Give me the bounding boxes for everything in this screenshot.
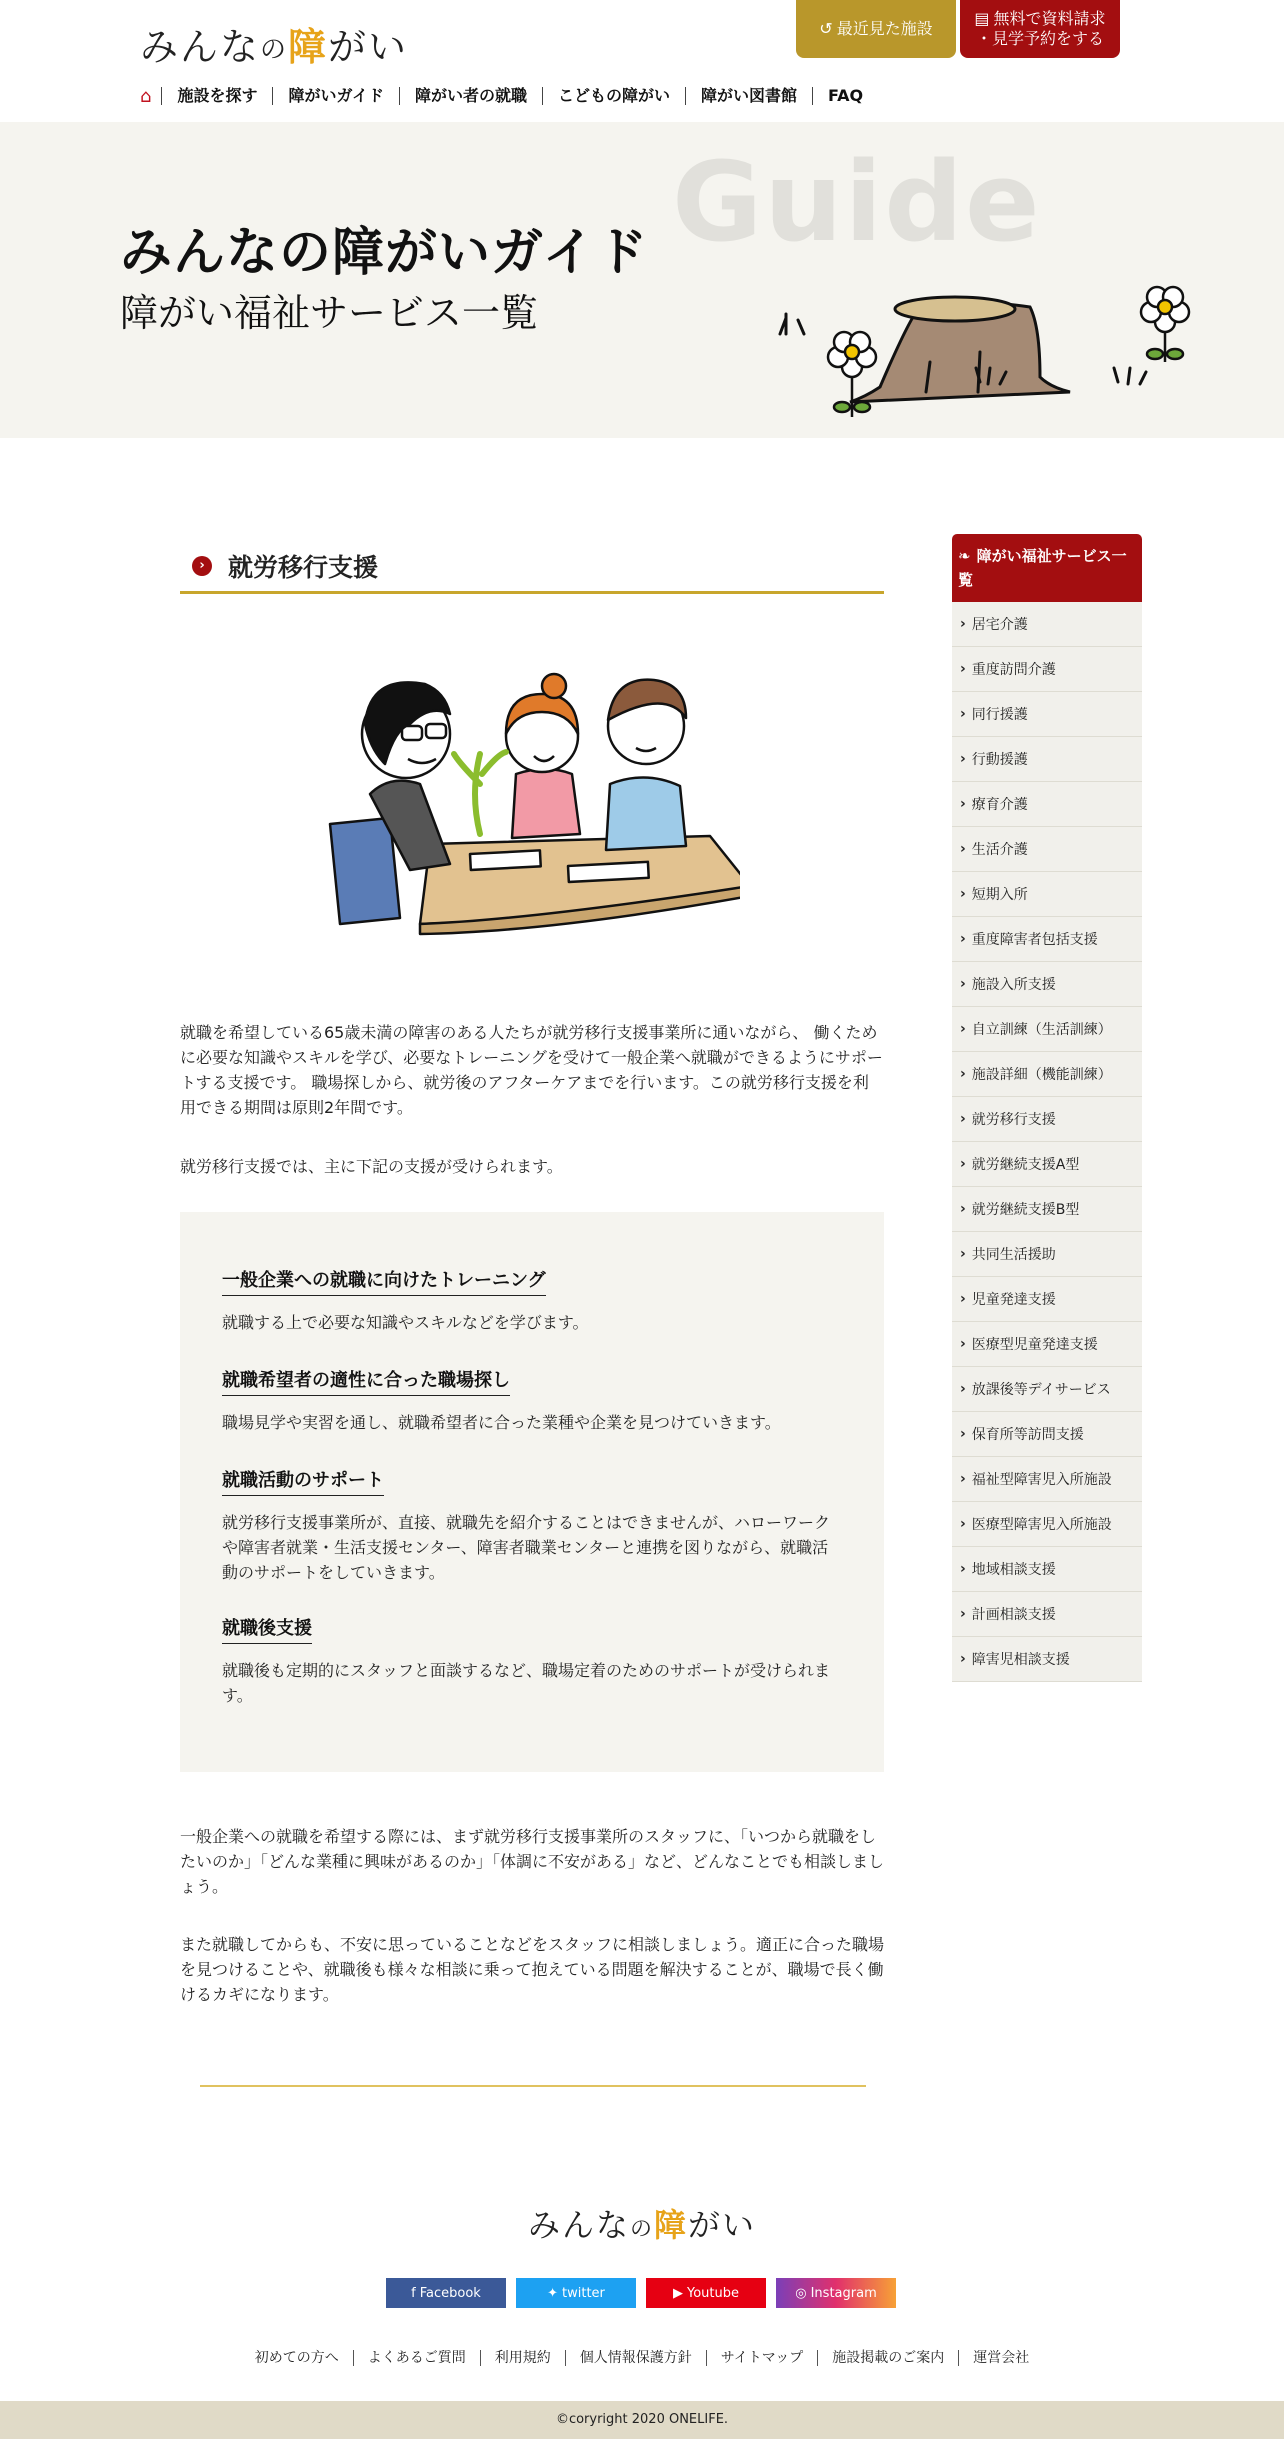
twitter-label: twitter <box>562 2285 605 2301</box>
leaf-icon: ❧ <box>958 547 971 565</box>
sidebar-title-text: 障がい福祉サービス一覧 <box>958 547 1127 589</box>
chevron-right-icon: › <box>960 1111 966 1127</box>
sidebar-item-label: 計画相談支援 <box>971 1607 1056 1623</box>
nav-item-library[interactable]: 障がい図書館 <box>685 87 812 105</box>
logo-text-sho: 障 <box>288 25 329 69</box>
request-label-1: 無料で資料請求 <box>993 9 1106 28</box>
chevron-right-icon: › <box>960 706 966 722</box>
sidebar-item-label: 地域相談支援 <box>971 1562 1056 1578</box>
sidebar-item[interactable] <box>952 917 1142 962</box>
sidebar-item-label: 自立訓練（生活訓練） <box>971 1022 1112 1038</box>
sidebar-item[interactable] <box>952 1412 1142 1457</box>
sidebar-item[interactable] <box>952 1592 1142 1637</box>
chevron-circle-icon: › <box>192 556 212 576</box>
sidebar-item[interactable] <box>952 1097 1142 1142</box>
chevron-right-icon: › <box>960 751 966 767</box>
facebook-icon: f <box>411 2285 416 2301</box>
after-employment-paragraph: また就職してからも、不安に思っていることなどをスタッフに相談しましょう。適正に合った職場を見つけることや、就職後も様々な相談に乗って抱えている問題を解決することが、職場で長く働けるカギになります。 <box>180 1935 885 2004</box>
tree-stump-illustration <box>760 242 1200 432</box>
sidebar-item-label: 療育介護 <box>971 797 1028 813</box>
chevron-right-icon: › <box>960 1291 966 1307</box>
support-lead-paragraph: 就労移行支援では、主に下記の支援が受けられます。 <box>180 1157 563 1176</box>
chevron-right-icon: › <box>960 886 966 902</box>
chevron-right-icon: › <box>960 1021 966 1037</box>
footer-logo-text-no: の <box>630 2217 655 2242</box>
sidebar-item[interactable] <box>952 1052 1142 1097</box>
consult-paragraph: 一般企業への就職を希望する際には、まず就労移行支援事業所のスタッフに、「いつから就職をしたいのか」「どんな業種に興味があるのか」「体調に不安がある」など、どんなことでも相談しましょう。 <box>180 1827 885 1896</box>
sidebar-item[interactable] <box>952 1187 1142 1232</box>
sidebar-item[interactable] <box>952 1142 1142 1187</box>
sidebar-item-label: 福祉型障害児入所施設 <box>971 1472 1112 1488</box>
sidebar-item-label: 生活介護 <box>971 842 1028 858</box>
support-item-title: 就職希望者の適性に合った職場探し <box>222 1366 510 1396</box>
chevron-right-icon: › <box>960 1246 966 1262</box>
recent-facilities-button[interactable] <box>796 0 956 58</box>
sidebar-item-label: 施設入所支援 <box>971 977 1056 993</box>
footer-links <box>0 2350 1284 2366</box>
support-item-title: 就職後支援 <box>222 1614 312 1644</box>
instagram-button[interactable] <box>776 2278 896 2308</box>
sidebar-item[interactable] <box>952 1322 1142 1367</box>
flower-right <box>1141 287 1189 362</box>
support-item-title: 一般企業への就職に向けたトレーニング <box>222 1266 546 1296</box>
chevron-right-icon: › <box>960 1606 966 1622</box>
chevron-right-icon: › <box>960 1471 966 1487</box>
home-icon[interactable]: ⌂ <box>140 85 152 107</box>
sidebar-item-label: 重度訪問介護 <box>971 662 1056 678</box>
chevron-right-icon: › <box>960 796 966 812</box>
sidebar-item-label: 同行援護 <box>971 707 1028 723</box>
request-materials-button[interactable] <box>960 0 1120 58</box>
chevron-right-icon: › <box>960 1156 966 1172</box>
sidebar-item[interactable] <box>952 962 1142 1007</box>
chevron-right-icon: › <box>960 1201 966 1217</box>
sidebar-item-label: 保育所等訪問支援 <box>971 1427 1084 1443</box>
instagram-label: Instagram <box>810 2285 877 2301</box>
youtube-label: Youtube <box>687 2285 739 2301</box>
nav-item-employment[interactable]: 障がい者の就職 <box>399 87 542 105</box>
footer-link[interactable]: 個人情報保護方針 <box>565 2350 706 2366</box>
chevron-right-icon: › <box>960 661 966 677</box>
chevron-right-icon: › <box>960 841 966 857</box>
sidebar-item[interactable] <box>952 827 1142 872</box>
article-heading-text: 就労移行支援 <box>228 553 379 582</box>
site-logo[interactable] <box>140 16 408 71</box>
main-nav <box>140 86 878 106</box>
sidebar-item[interactable] <box>952 1457 1142 1502</box>
footer-logo-text-post: がい <box>688 2206 757 2244</box>
sidebar-item-label: 居宅介護 <box>971 617 1028 633</box>
chevron-right-icon: › <box>960 1516 966 1532</box>
footer-link[interactable]: 施設掲載のご案内 <box>817 2350 958 2366</box>
sidebar-item[interactable] <box>952 647 1142 692</box>
sidebar-item[interactable] <box>952 1277 1142 1322</box>
sidebar-item-label: 就労継続支援B型 <box>971 1202 1080 1218</box>
chevron-right-icon: › <box>960 1381 966 1397</box>
nav-item-guide[interactable]: 障がいガイド <box>272 87 399 105</box>
logo-text: みんな <box>140 25 261 69</box>
hero-watermark: Guide <box>672 138 1042 266</box>
list-icon: ▤ <box>974 9 990 28</box>
youtube-button[interactable] <box>646 2278 766 2308</box>
sidebar-item-label: 施設詳細（機能訓練） <box>971 1067 1112 1083</box>
facebook-label: Facebook <box>419 2285 481 2301</box>
sidebar-item-label: 行動援護 <box>971 752 1028 768</box>
sidebar-item[interactable] <box>952 1637 1142 1682</box>
request-label-2: ・見学予約をする <box>975 29 1104 48</box>
sidebar <box>952 534 1142 1682</box>
footer-link[interactable]: 初めての方へ <box>254 2350 339 2366</box>
support-item-text: 就労移行支援事業所が、直接、就職先を紹介することはできませんが、ハローワークや障害者就業・生活支援センター、障害者職業センターと連携を図りながら、就職活動のサポートをしていきます。 <box>222 1513 831 1582</box>
sidebar-item[interactable] <box>952 737 1142 782</box>
copyright: ©coryright 2020 ONELIFE. <box>0 2401 1284 2439</box>
footer-logo-text: みんな <box>528 2206 631 2244</box>
sidebar-item[interactable] <box>952 1367 1142 1412</box>
footer-logo-text-sho: 障 <box>654 2206 689 2244</box>
recent-label: 最近見た施設 <box>836 19 933 38</box>
sidebar-item-label: 医療型障害児入所施設 <box>971 1517 1112 1533</box>
youtube-icon: ▶ <box>673 2285 683 2301</box>
site-header <box>0 0 1284 120</box>
footer-link[interactable]: よくあるご質問 <box>353 2350 480 2366</box>
twitter-button[interactable] <box>516 2278 636 2308</box>
sidebar-item-label: 放課後等デイサービス <box>971 1382 1111 1398</box>
footer-link[interactable]: 利用規約 <box>480 2350 565 2366</box>
intro-paragraph: 就職を希望している65歳未満の障害のある人たちが就労移行支援事業所に通いながら、 働くために必要な知識やスキルを学び、必要なトレーニングを受けて一般企業へ就職ができるようにサポートする支援です。 職場探しから、就労後のアフターケアまでを行います。この就労移行支援を利用できる期間は原則2年間です。 <box>180 1023 883 1117</box>
sidebar-item-label: 共同生活援助 <box>971 1247 1056 1263</box>
sidebar-item[interactable] <box>952 1547 1142 1592</box>
chevron-right-icon: › <box>960 1561 966 1577</box>
hero-subtitle: 障がい福祉サービス一覧 <box>120 291 539 335</box>
instagram-icon: ◎ <box>795 2285 807 2301</box>
sidebar-item[interactable] <box>952 1502 1142 1547</box>
content-divider <box>200 2085 866 2087</box>
flower-left <box>828 332 876 417</box>
meeting-illustration <box>310 664 740 954</box>
sidebar-item-label: 児童発達支援 <box>971 1292 1056 1308</box>
nav-item-search[interactable]: 施設を探す <box>161 87 272 105</box>
logo-text-post: がい <box>328 25 409 69</box>
chevron-right-icon: › <box>960 1426 966 1442</box>
sidebar-item-label: 重度障害者包括支援 <box>971 932 1098 948</box>
sidebar-item[interactable] <box>952 692 1142 737</box>
chevron-right-icon: › <box>960 931 966 947</box>
twitter-icon: ✦ <box>547 2285 558 2301</box>
sidebar-item[interactable] <box>952 872 1142 917</box>
sidebar-title <box>952 534 1142 602</box>
nav-item-faq[interactable]: FAQ <box>812 87 878 105</box>
footer-link[interactable]: 運営会社 <box>958 2350 1043 2366</box>
chevron-right-icon: › <box>960 1336 966 1352</box>
sidebar-item-label: 障害児相談支援 <box>971 1652 1070 1668</box>
chevron-right-icon: › <box>960 1651 966 1667</box>
logo-text-no: の <box>260 35 289 65</box>
sidebar-item[interactable] <box>952 1232 1142 1277</box>
chevron-right-icon: › <box>960 1066 966 1082</box>
support-item-text: 就職する上で必要な知識やスキルなどを学びます。 <box>222 1313 589 1332</box>
sidebar-item-label: 医療型児童発達支援 <box>971 1337 1098 1353</box>
chevron-right-icon: › <box>960 616 966 632</box>
footer-logo[interactable] <box>528 2200 756 2246</box>
article-heading <box>180 540 884 594</box>
sidebar-item[interactable] <box>952 602 1142 647</box>
chevron-right-icon: › <box>960 976 966 992</box>
history-icon: ↺ <box>819 19 833 38</box>
facebook-button[interactable] <box>386 2278 506 2308</box>
sidebar-item-label: 就労継続支援A型 <box>971 1157 1080 1173</box>
footer-link[interactable]: サイトマップ <box>706 2350 817 2366</box>
sidebar-item[interactable] <box>952 782 1142 827</box>
nav-item-children[interactable]: こどもの障がい <box>542 87 685 105</box>
support-list-box <box>180 1212 884 1772</box>
support-item-title: 就職活動のサポート <box>222 1466 384 1496</box>
hero-title: みんなの障がいガイド <box>120 223 649 283</box>
sidebar-item-label: 短期入所 <box>971 887 1028 903</box>
support-item-text: 就職後も定期的にスタッフと面談するなど、職場定着のためのサポートが受けられます。 <box>222 1661 831 1705</box>
sidebar-item-label: 就労移行支援 <box>971 1112 1056 1128</box>
sidebar-item[interactable] <box>952 1007 1142 1052</box>
support-item-text: 職場見学や実習を通し、就職希望者に合った業種や企業を見つけていきます。 <box>222 1413 781 1432</box>
hero-banner <box>0 122 1284 438</box>
